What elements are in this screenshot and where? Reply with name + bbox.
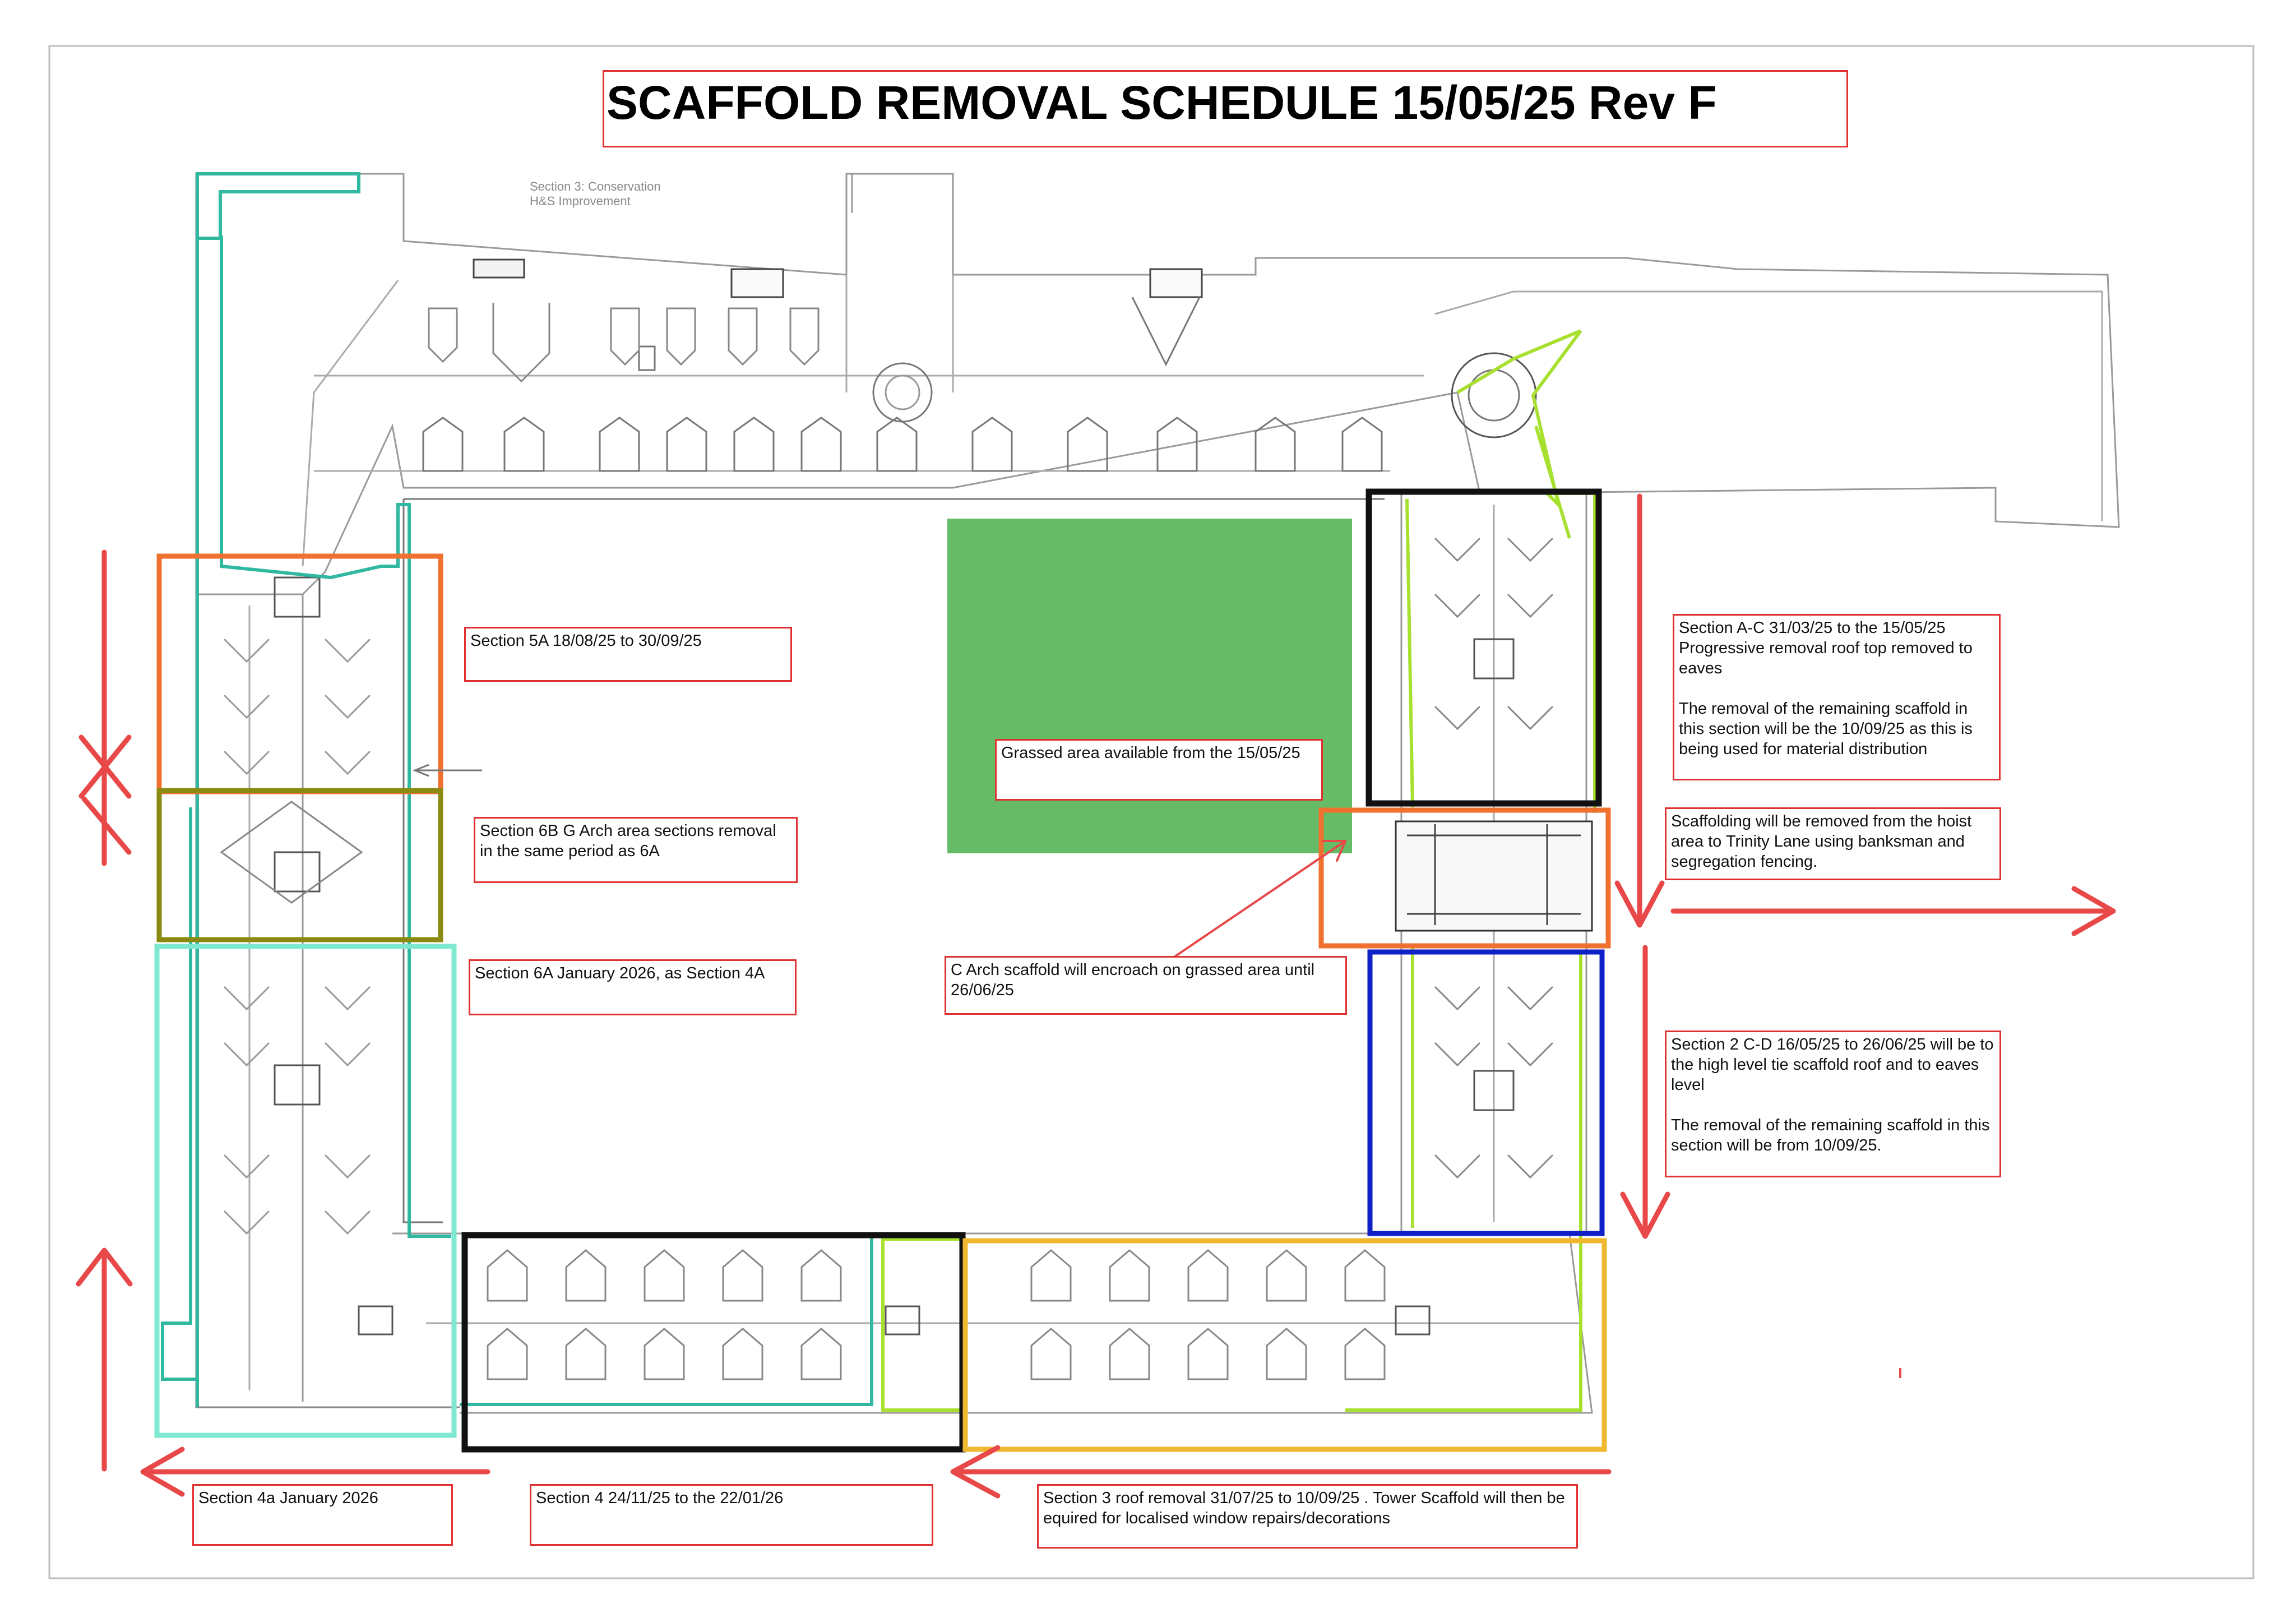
section-5a-box xyxy=(159,556,441,792)
section-4-box xyxy=(465,1235,962,1449)
page-title: SCAFFOLD REMOVAL SCHEDULE 15/05/25 Rev F xyxy=(603,70,1848,147)
note-hoist-area: Scaffolding will be removed from the hoist area to Trinity Lane using banksman and segregation fencing. xyxy=(1665,807,2001,880)
section-6b-box xyxy=(159,791,441,940)
note-section-3: Section 3 roof removal 31/07/25 to 10/09/25 . Tower Scaffold will then be equired for localised window repairs/decorations xyxy=(1037,1484,1578,1549)
section-3-box xyxy=(965,1241,1604,1449)
arrow-west-lower xyxy=(78,1250,130,1469)
section-2-box xyxy=(1370,952,1602,1233)
note-section-5a: Section 5A 18/08/25 to 30/09/25 xyxy=(464,627,792,682)
note-section-ac: Section A-C 31/03/25 to the 15/05/25 Progressive removal roof top removed to eaves The removal of the remaining scaffold in this section will be the 10/09/25 as this is being used for material distribution xyxy=(1673,614,2001,780)
note-section-4a: Section 4a January 2026 xyxy=(192,1484,453,1546)
arrow-trinity-lane xyxy=(1673,889,2113,934)
grassed-area xyxy=(947,519,1352,853)
section-ac-box xyxy=(1369,492,1599,803)
small-grey-arrow xyxy=(415,765,482,776)
arrow-east-upper xyxy=(1617,496,1662,925)
note-c-arch: C Arch scaffold will encroach on grassed area until 26/06/25 xyxy=(945,956,1347,1015)
plan-label-line-1: Section 3: Conservation xyxy=(530,179,661,193)
note-section-2: Section 2 C-D 16/05/25 to 26/06/25 will be to the high level tie scaffold roof and to eaves level The removal of the remaining scaffold in this section will be from 10/09/25. xyxy=(1665,1030,2001,1177)
note-grassed-area: Grassed area available from the 15/05/25 xyxy=(995,739,1323,801)
note-section-4: Section 4 24/11/25 to the 22/01/26 xyxy=(530,1484,933,1546)
arrow-east-lower xyxy=(1623,948,1668,1236)
note-section-6b: Section 6B G Arch area sections removal in the same period as 6A xyxy=(474,817,798,883)
note-section-6a: Section 6A January 2026, as Section 4A xyxy=(469,959,797,1015)
plan-label-line-2: H&S Improvement xyxy=(530,194,631,208)
